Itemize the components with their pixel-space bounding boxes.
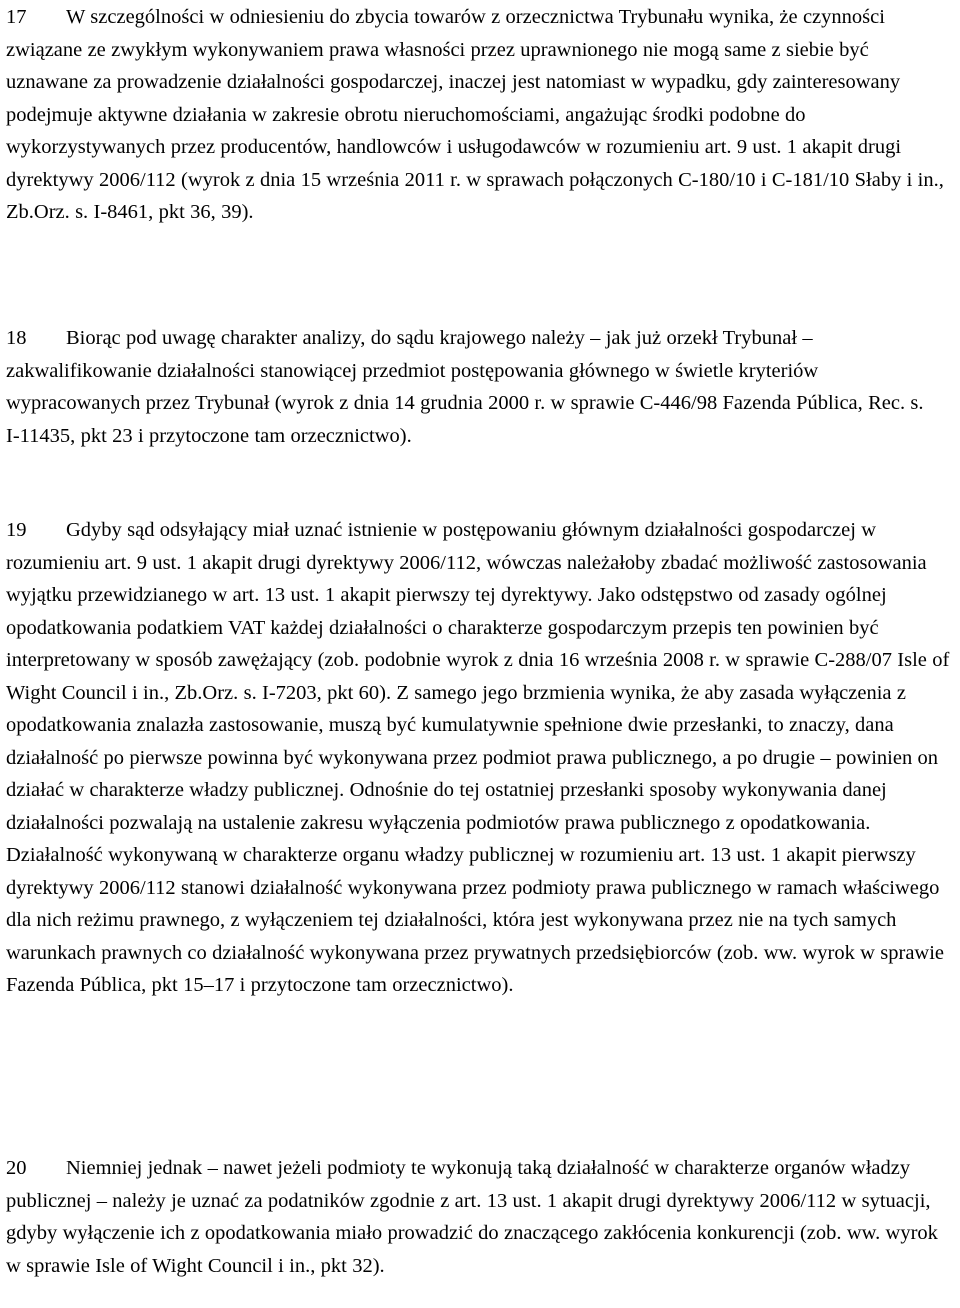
- paragraph-number: 20: [6, 1157, 27, 1179]
- paragraph-number: 18: [6, 327, 27, 349]
- paragraph-text: W szczególności w odniesieniu do zbycia towarów z orzecznictwa Trybunału wynika, że czynności związane ze zwykłym wykonywaniem prawa własności przez uprawnionego nie mogą same z siebie być uznawane za prowadzenie działalności gospodarczej, inaczej jest natomiast w wypadku, gdy zainteresowany podejmuje aktywne działania w zakresie obrotu nieruchomościami, angażując środki podobne do wykorzystywanych przez producentów, handlowców i usługodawców w rozumieniu art. 9 ust. 1 akapit drugi dyrektywy 2006/112 (wyrok z dnia 15 września 2011 r. w sprawach połączonych C‑180/10 i C‑181/10 Słaby i in., Zb.Orz. s. I‑8461, pkt 36, 39).: [6, 6, 944, 223]
- paragraph-17: [6, 1, 952, 229]
- paragraph-text: Biorąc pod uwagę charakter analizy, do sądu krajowego należy – jak już orzekł Trybunał – zakwalifikowanie działalności stanowiącej przedmiot postępowania głównego w świetle kryteriów wypracowanych przez Trybunał (wyrok z dnia 14 grudnia 2000 r. w sprawie C‑446/98 Fazenda Pública, Rec. s. I‑11435, pkt 23 i przytoczone tam orzecznictwo).: [6, 327, 924, 447]
- paragraph-20: [6, 1152, 952, 1282]
- paragraph-text: Niemniej jednak – nawet jeżeli podmioty te wykonują taką działalność w charakterze organów władzy publicznej – należy je uznać za podatników zgodnie z art. 13 ust. 1 akapit drugi dyrektywy 2006/112 w sytuacji, gdyby wyłączenie ich z opodatkowania miało prowadzić do znaczącego zakłócenia konkurencji (zob. ww. wyrok w sprawie Isle of Wight Council i in., pkt 32).: [6, 1157, 938, 1277]
- paragraph-text: Gdyby sąd odsyłający miał uznać istnienie w postępowaniu głównym działalności gospodarczej w rozumieniu art. 9 ust. 1 akapit drugi dyrektywy 2006/112, wówczas należałoby zbadać możliwość zastosowania wyjątku przewidzianego w art. 13 ust. 1 akapit pierwszy tej dyrektywy. Jako odstępstwo od zasady ogólnej opodatkowania podatkiem VAT każdej działalności o charakterze gospodarczym przepis ten powinien być interpretowany w sposób zawężający (zob. podobnie wyrok z dnia 16 września 2008 r. w sprawie C‑288/07 Isle of Wight Council i in., Zb.Orz. s. I‑7203, pkt 60). Z samego jego brzmienia wynika, że aby zasada wyłączenia z opodatkowania znalazła zastosowanie, muszą być kumulatywnie spełnione dwie przesłanki, to znaczy, dana działalność po pierwsze powinna być wykonywana przez podmiot prawa publicznego, a po drugie – powinien on działać w charakterze władzy publicznej. Odnośnie do tej ostatniej przesłanki sposoby wykonywania danej działalności pozwalają na ustalenie zakresu wyłączenia podmiotów prawa publicznego z opodatkowania. Działalność wykonywaną w charakterze organu władzy publicznej w rozumieniu art. 13 ust. 1 akapit pierwszy dyrektywy 2006/112 stanowi działalność wykonywana przez podmioty prawa publicznego w ramach właściwego dla nich reżimu prawnego, z wyłączeniem tej działalności, która jest wykonywana przez nie na tych samych warunkach prawnych co działalność wykonywana przez prywatnych przedsiębiorców (zob. ww. wyrok w sprawie Fazenda Pública, pkt 15–17 i przytoczone tam orzecznictwo).: [6, 519, 950, 996]
- paragraph-number: 19: [6, 519, 27, 541]
- paragraph-number: 17: [6, 6, 27, 28]
- paragraph-19: [6, 514, 952, 1002]
- paragraph-18: [6, 322, 952, 452]
